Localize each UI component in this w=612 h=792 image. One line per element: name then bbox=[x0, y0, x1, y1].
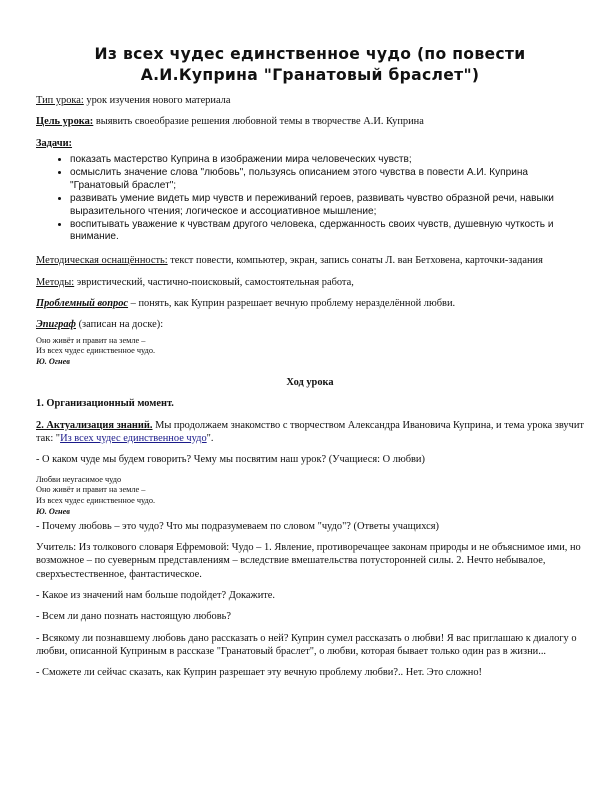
document-title: Из всех чудес единственное чудо (по повести А.И.Куприна "Гранатовый браслет") bbox=[94, 45, 526, 85]
lesson-goal bbox=[36, 115, 584, 128]
epigraph-heading bbox=[36, 318, 584, 331]
equipment-text: текст повести, компьютер, экран, запись сонаты Л. ван Бетховена, карточки-задания bbox=[167, 255, 543, 267]
task-item: • осмыслить значение слова "любовь", пользуясь описанием этого чувства в повести А.И. Куприна "Гранатовый браслет"; bbox=[70, 167, 584, 193]
poem-line: Оно живёт и правит на земле – bbox=[36, 485, 146, 495]
course-heading: Ход урока bbox=[286, 376, 334, 388]
poem-block bbox=[36, 475, 584, 518]
question-2: - Почему любовь – это чудо? Что мы подразумеваем по словом "чудо"? (Ответы учащихся) bbox=[36, 520, 439, 532]
epigraph-label: Эпиграф bbox=[36, 319, 76, 331]
task-item: • воспитывать уважение к чувствам другого человека, сдержанность своих чувств, душевную чуткость и внимание. bbox=[70, 219, 584, 245]
epigraph-line: Оно живёт и правит на земле – bbox=[36, 335, 146, 345]
equipment-label: Методическая оснащённость: bbox=[36, 255, 168, 267]
methods bbox=[36, 276, 584, 289]
epigraph-note: (записан на доске): bbox=[76, 319, 164, 331]
task-item: • показать мастерство Куприна в изображении мира человеческих чувств; bbox=[70, 154, 584, 167]
task-item: • развивать умение видеть мир чувств и переживаний героев, развивать чувство образной речи, навыки выразительного чтения; логическое и ассоциативное мышление; bbox=[70, 193, 584, 219]
step-2-text: Мы продолжаем знакомство с творчеством Александра Ивановича Куприна, и тема урока звучит так: " bbox=[36, 419, 584, 444]
step-2-label: 2. Актуализация знаний. bbox=[36, 419, 153, 431]
epigraph-line: Из всех чудес единственное чудо. bbox=[36, 346, 156, 356]
lesson-type-text: урок изучения нового материала bbox=[83, 95, 231, 107]
lesson-type-label: Тип урока: bbox=[36, 95, 84, 107]
tasks-list bbox=[36, 154, 584, 244]
poem-line: Любви неугасимое чудо bbox=[36, 474, 122, 484]
step-2 bbox=[36, 419, 584, 446]
tasks-label: Задачи: bbox=[36, 137, 73, 149]
question-1: - О каком чуде мы будем говорить? Чему мы посвятим наш урок? (Учащиеся: О любви) bbox=[36, 454, 425, 466]
question-4: - Всем ли дано познать настоящую любовь? bbox=[36, 611, 231, 623]
equipment bbox=[36, 254, 584, 267]
lesson-goal-text: выявить своеобразие решения любовной темы в творчестве А.И. Куприна bbox=[93, 116, 424, 128]
topic-link[interactable]: Из всех чудес единственное чудо bbox=[60, 432, 207, 444]
problem-label: Проблемный вопрос bbox=[36, 298, 129, 309]
step-1: 1. Организационный момент. bbox=[36, 398, 174, 410]
methods-text: эвристический, частично-поисковый, самостоятельная работа, bbox=[74, 276, 354, 288]
epigraph-author: Ю. Огнев bbox=[36, 357, 70, 367]
step-2-end: ". bbox=[206, 432, 214, 444]
poem-line: Из всех чудес единственное чудо. bbox=[36, 496, 156, 506]
teacher-definition: Учитель: Из толкового словаря Ефремовой: Чудо – 1. Явление, противоречащее законам природы и не объяснимое ими, но возможное – по суеверным представлениям – вследствие вмешательства потусторонней силы. 2. Нечто небывалое, сверхъестественное, фантастическое. bbox=[36, 541, 581, 580]
epigraph-block bbox=[36, 336, 584, 368]
methods-label: Методы: bbox=[36, 276, 75, 288]
lesson-goal-label: Цель урока: bbox=[36, 116, 94, 128]
question-5: - Всякому ли познавшему любовь дано рассказать о ней? Куприн сумел рассказать о любви! Я вас приглашаю к диалогу о любви, описанной Куприным в рассказе "Гранатовый браслет", о любви, которая бывает только один раз в жизни... bbox=[36, 632, 577, 657]
problem-question bbox=[36, 297, 584, 310]
problem-text: – понять, как Куприн разрешает вечную проблему неразделённой любви. bbox=[128, 298, 456, 309]
question-6: - Сможете ли сейчас сказать, как Куприн разрешает эту вечную проблему любви?.. Нет. Это сложно! bbox=[36, 667, 482, 679]
document-page bbox=[36, 44, 584, 687]
question-3: - Какое из значений нам больше подойдет? Докажите. bbox=[36, 589, 276, 601]
lesson-type bbox=[36, 94, 584, 107]
poem-author: Ю. Огнев bbox=[36, 506, 70, 516]
tasks-heading bbox=[36, 137, 584, 150]
